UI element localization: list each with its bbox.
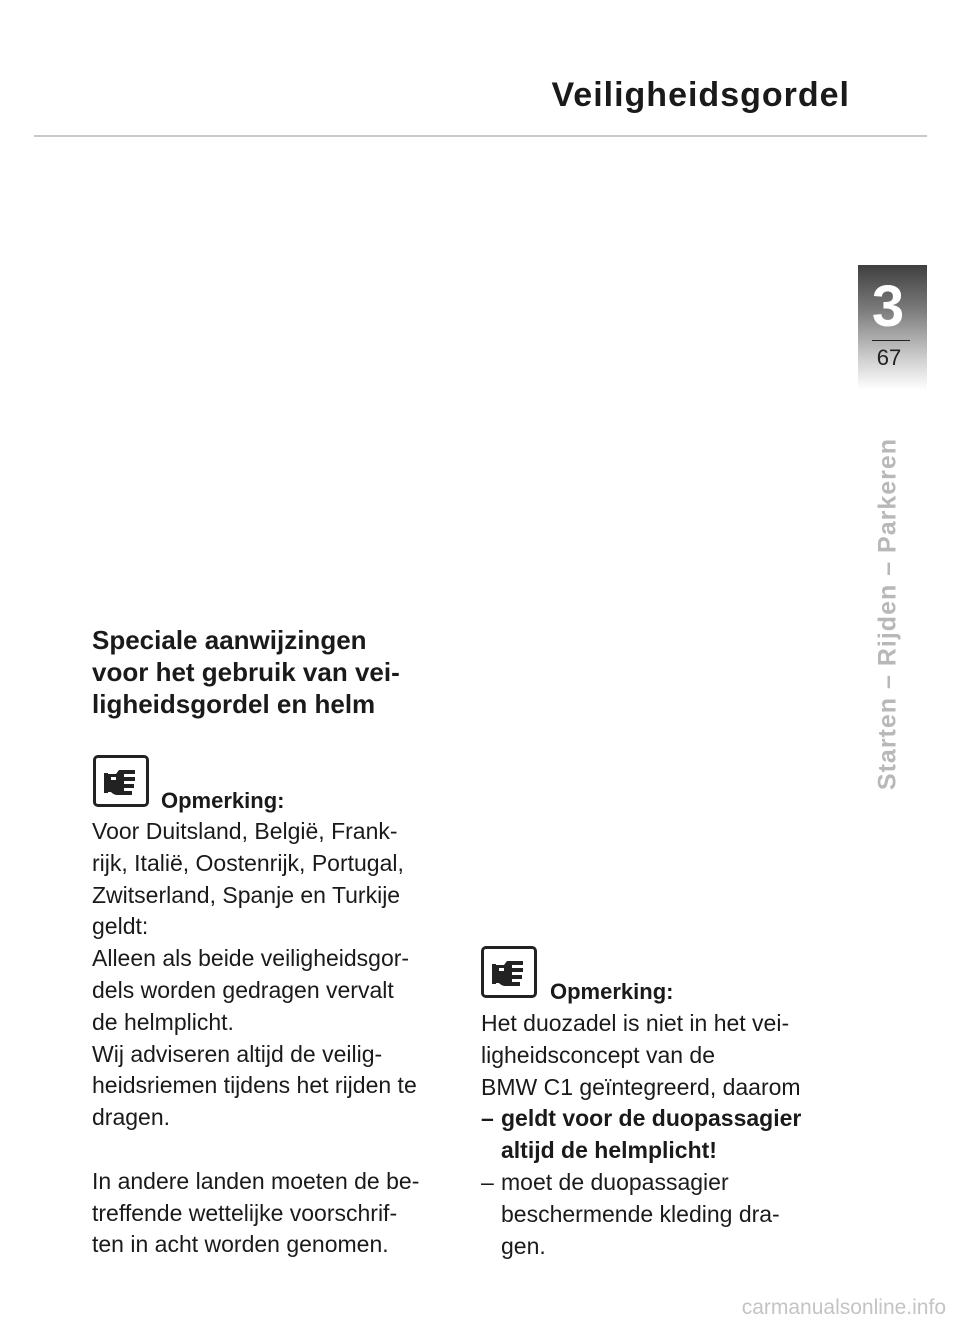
pointing-hand-icon — [481, 946, 537, 998]
dash-bullet: – — [481, 1168, 494, 1195]
text-line: BMW C1 geïntegreerd, daarom — [481, 1073, 801, 1100]
section-heading — [92, 624, 462, 720]
text-line: ten in acht worden genomen. — [92, 1231, 389, 1258]
page-number: 67 — [876, 345, 902, 370]
text-line: Zwitserland, Spanje en Turkije — [92, 881, 401, 908]
text-line: gen. — [501, 1232, 546, 1259]
text-line: In andere landen moeten de be- — [92, 1167, 420, 1194]
paragraph-gap — [92, 1134, 467, 1166]
note-label: Opmerking: — [161, 788, 285, 813]
text-line: Voor Duitsland, België, Frank- — [92, 818, 398, 844]
pointing-hand-icon — [93, 755, 149, 807]
text-line: dragen. — [92, 1104, 171, 1131]
chapter-tab — [858, 265, 927, 390]
text-line: heidsriemen tijdens het rijden te — [92, 1072, 417, 1099]
text-line: moet de duopassagier — [501, 1168, 729, 1195]
list-item — [481, 1167, 851, 1262]
chapter-side-label: Starten – Rijden – Parkeren — [873, 437, 902, 791]
text-line: geldt: — [92, 913, 149, 940]
text-line: de helmplicht. — [92, 1008, 234, 1035]
text-line: Wij adviseren altijd de veilig- — [92, 1040, 383, 1067]
chapter-divider — [872, 340, 910, 341]
right-note-text — [481, 1008, 851, 1262]
watermark: carmanualsonline.info — [741, 1296, 946, 1319]
dash-bullet: – — [481, 1105, 494, 1132]
text-line: Het duozadel is niet in het vei- — [481, 1010, 790, 1036]
heading-line: ligheidsgordel en helm — [92, 689, 376, 719]
list-item — [481, 1103, 851, 1167]
heading-line: Speciale aanwijzingen — [92, 625, 367, 655]
text-line: ligheidsconcept van de — [481, 1041, 715, 1068]
text-line: dels worden gedragen vervalt — [92, 976, 394, 1003]
text-line: altijd de helmplicht! — [501, 1137, 717, 1164]
heading-line: voor het gebruik van vei- — [92, 657, 400, 687]
text-line: geldt voor de duopassagier — [501, 1105, 802, 1132]
left-note-text — [92, 816, 467, 1261]
title-divider — [34, 135, 927, 137]
note-label: Opmerking: — [550, 979, 674, 1004]
text-line: treffende wettelijke voorschrif- — [92, 1199, 398, 1226]
text-line: beschermende kleding dra- — [501, 1200, 780, 1227]
chapter-number: 3 — [871, 274, 905, 339]
page-title: Veiligheidsgordel — [551, 76, 850, 114]
text-line: rijk, Italië, Oostenrijk, Portugal, — [92, 849, 404, 876]
text-line: Alleen als beide veiligheidsgor- — [92, 945, 410, 972]
